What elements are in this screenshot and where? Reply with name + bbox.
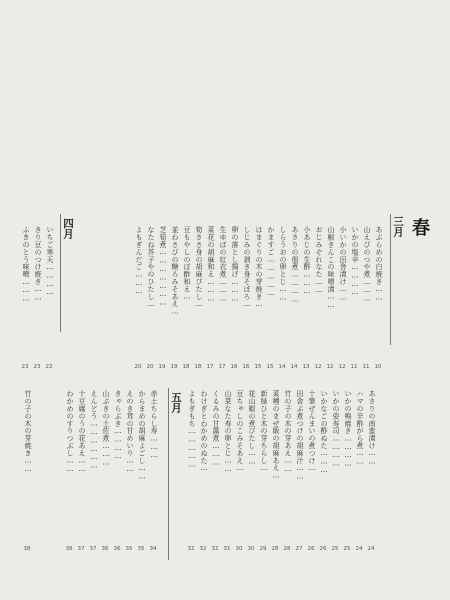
toc-entry-page-number: 35 (125, 546, 133, 552)
toc-entry-page-number: 14 (278, 364, 286, 370)
toc-entry-page-number: 38 (65, 546, 73, 552)
toc-entry-page-number: 19 (158, 364, 166, 370)
toc-entry-title: きゃらぶき………… (114, 390, 122, 461)
month-label: 四月 (62, 218, 74, 239)
toc-entry-title: 卵の落とし揚げ……… (231, 226, 239, 303)
toc-entry-title: いかなごの酢ぬた……… (320, 390, 328, 475)
toc-entry-title: いかの姿寿司………… (332, 390, 340, 468)
toc-entry-title: 豆ちゃしのこみそあえ… (236, 390, 244, 473)
toc-entry-page-number: 17 (206, 364, 214, 370)
toc-entry-page-number: 23 (21, 364, 29, 370)
toc-entry-title: あさりの佃煮………… (291, 226, 299, 304)
toc-entry-title: 竹の子の木の芽焼き…… (24, 390, 32, 474)
month-bracket (168, 388, 169, 560)
toc-entry-page-number: 23 (33, 364, 41, 370)
toc-entry-page-number: 19 (170, 364, 178, 370)
toc-entry-page-number: 28 (283, 546, 291, 552)
toc-entry-title: からまめの胡麻よごし…… (138, 390, 146, 481)
toc-entry-page-number: 37 (89, 546, 97, 552)
toc-entry-page-number: 12 (314, 364, 322, 370)
toc-entry-title: 菜花の胡麻和え……… (207, 226, 215, 303)
toc-entry-title: かますご…………… (267, 226, 275, 298)
toc-entry-title: ハマの辛酢がら煮…… (356, 390, 364, 466)
toc-entry-title: 山椒きんこの味噌漬…… (327, 226, 335, 310)
toc-entry-title: 芝筍煮………………… (159, 226, 167, 307)
toc-entry-title: 山ぶきの土佐煮……… (102, 390, 110, 467)
toc-entry-title: 竹の子の木の芽あえ…… (284, 390, 292, 474)
toc-entry-title: 小いかの田舎漬け…… (339, 226, 347, 302)
toc-entry-page-number: 32 (187, 546, 195, 552)
toc-entry-page-number: 37 (77, 546, 85, 552)
toc-entry-page-number: 35 (137, 546, 145, 552)
toc-entry-title: 田舎ぶ煮つけの胡麻汁…… (296, 390, 304, 481)
toc-entry-page-number: 29 (259, 546, 267, 552)
toc-entry-title: あさりの南蛮漬け…… (368, 390, 376, 466)
toc-entry-page-number: 25 (331, 546, 339, 552)
month-label: 五月 (170, 392, 182, 413)
toc-entry-page-number: 17 (218, 364, 226, 370)
month-bracket (60, 214, 61, 332)
toc-entry-title: ふきのとう味噌……… (22, 226, 30, 303)
month-bracket (390, 214, 391, 345)
toc-entry-title: はまぐりの木の芽焼き… (255, 226, 263, 309)
toc-entry-page-number: 16 (230, 364, 238, 370)
toc-entry-page-number: 36 (113, 546, 121, 552)
toc-entry-page-number: 16 (242, 364, 250, 370)
toc-entry-page-number: 24 (355, 546, 363, 552)
toc-entry-page-number: 30 (235, 546, 243, 552)
toc-entry-title: えのき茸の甘めいり…… (126, 390, 134, 474)
toc-entry-page-number: 11 (362, 364, 370, 370)
toc-entry-page-number: 34 (149, 546, 157, 552)
toc-entry-page-number: 11 (350, 364, 358, 370)
toc-entry-page-number: 18 (194, 364, 202, 370)
toc-entry-page-number: 12 (338, 364, 346, 370)
toc-entry-page-number: 24 (367, 546, 375, 552)
toc-entry-page-number: 32 (211, 546, 219, 552)
toc-entry-title: 新緑ひと木の芽ちらし… (260, 390, 268, 473)
toc-entry-title: おじみぞれなた…… (315, 226, 323, 295)
toc-entry-title: 十筆ぜんまいの煮つけ… (308, 390, 316, 473)
toc-entry-title: 花山椒の煮びたし…… (248, 390, 256, 466)
toc-entry-title: 赤土ちらし寿……… (150, 390, 158, 460)
toc-entry-page-number: 15 (254, 364, 262, 370)
toc-entry-page-number: 26 (319, 546, 327, 552)
toc-entry-page-number: 14 (290, 364, 298, 370)
toc-entry-page-number: 13 (302, 364, 310, 370)
toc-entry-title: 小あじの生酢……… (303, 226, 311, 296)
toc-entry-title: わけぎとわかめのぬた… (200, 390, 208, 473)
toc-entry-page-number: 26 (307, 546, 315, 552)
toc-entry-title: しじみの剥き身そぼろ… (243, 226, 251, 309)
toc-entry-title: しらうおの卵とじ…… (279, 226, 287, 302)
toc-entry-page-number: 18 (182, 364, 190, 370)
toc-entry-page-number: 27 (295, 546, 303, 552)
toc-entry-title: 菜種のまぜ飯の胡麻あえ… (272, 390, 280, 480)
toc-entry-title: いちご寒天………… (46, 226, 54, 297)
toc-entry-page-number: 15 (266, 364, 274, 370)
toc-entry-title: いかの塩辛………… (351, 226, 359, 297)
toc-entry-page-number: 36 (101, 546, 109, 552)
toc-entry-page-number: 38 (23, 546, 31, 552)
toc-entry-page-number: 25 (343, 546, 351, 552)
toc-entry-title: 山菜なた寿の卵とじ…… (224, 390, 232, 474)
toc-entry-title: 山えびのつや煮……… (363, 226, 371, 303)
toc-entry-title: きり豆のつけ焼き…… (34, 226, 42, 302)
toc-entry-page-number: 31 (223, 546, 231, 552)
season-title: 春 (412, 218, 430, 239)
toc-entry-title: くるみの甘露煮……… (212, 390, 220, 467)
toc-entry-title: 並わさびの糖ろみそあえ… (171, 226, 179, 316)
toc-entry-title: よもぎんだご……… (135, 226, 143, 296)
toc-entry-page-number: 28 (271, 546, 279, 552)
toc-entry-title: 生ゆばの紅衣煮……… (219, 226, 227, 303)
toc-entry-page-number: 10 (374, 364, 382, 370)
toc-entry-title: 豆もやしのぽ酢和え… (183, 226, 191, 301)
toc-entry-page-number: 30 (247, 546, 255, 552)
toc-entry-page-number: 22 (45, 364, 53, 370)
toc-entry-page-number: 12 (326, 364, 334, 370)
toc-entry-title: よもぎもち…………… (188, 390, 196, 469)
toc-entry-title: えんどう……………… (90, 390, 98, 470)
toc-entry-title: 十豆腐のうの花あえ…… (78, 390, 86, 474)
toc-entry-title: あぶらめの白焼き…… (375, 226, 383, 302)
toc-entry-title: いかの鳴焼き………… (344, 390, 352, 468)
toc-entry-title: 筍ささ身の胡麻ぴたし… (195, 226, 203, 309)
toc-entry-page-number: 20 (134, 364, 142, 370)
toc-entry-page-number: 20 (146, 364, 154, 370)
toc-entry-title: わかめのすりつぶし…… (66, 390, 74, 474)
month-label: 三月 (392, 216, 404, 237)
toc-entry-page-number: 32 (199, 546, 207, 552)
toc-entry-title: なたね芥子やのひたし… (147, 226, 155, 309)
